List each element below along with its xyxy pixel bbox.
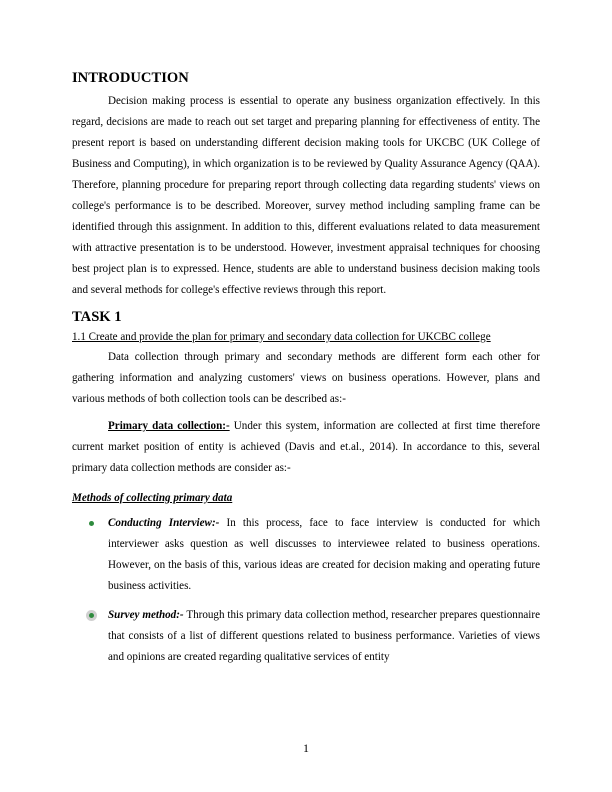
methods-title: Methods of collecting primary data [72,492,233,504]
document-page [72,70,540,676]
introduction-paragraph: Decision making process is essential to operate any business organization effectively. In this regard, decisions are made to reach out set target and preparing planning for effectiveness of entity. The present report is based on understanding different decision making tools for UKCBC (UK College of Business and Computing), in which organization is to be reviewed by Quality Assurance Agency (QAA). Therefore, planning procedure for preparing report through collecting data regarding students' views on college's performance is to be described. Moreover, survey method including sampling frame can be identified through this assignment. In addition to this, different evaluations related to data measurement with attractive presentation is to be understood. However, investment appraisal techniques for choosing best project plan is to expressed. Hence, students are able to understand business decision making tools and several methods for college's effective reviews through this report. [72,95,540,296]
method-lead: Survey method:- [108,609,184,621]
task1-heading: TASK 1 [72,309,122,325]
bullet-icon [89,613,94,618]
method-lead: Conducting Interview:- [108,517,220,529]
list-item [72,605,540,668]
method-text: Through this primary data collection method, researcher prepares questionnaire that consists of a list of different questions related to business performance. Varieties of views and opinions are created regarding qualitative services of entity [108,609,540,663]
bullet-icon [89,521,94,526]
methods-list [72,513,540,668]
list-item-text [108,513,540,597]
task1-paragraph: Data collection through primary and secondary methods are different form each other for gathering information and analyzing customers' views on business operations. However, plans and various methods of both collection tools can be described as:- [72,351,540,405]
page-number: 1 [303,741,309,755]
primary-data-paragraph [72,416,540,479]
method-text: In this process, face to face interview is conducted for which interviewer asks question as well discusses to interviewee related to business operations. However, on the basis of this, various ideas are created for decision making and operating future business activities. [108,517,540,592]
primary-data-text: Under this system, information are collected at first time therefore current market position of entity is achieved (Davis and et.al., 2014). In accordance to this, several primary data collection methods are consider as:- [72,420,540,474]
introduction-heading: INTRODUCTION [72,70,189,86]
task1-subheading: 1.1 Create and provide the plan for primary and secondary data collection for UKCBC college [72,331,491,343]
list-item-text [108,605,540,668]
list-item [72,513,540,597]
primary-data-label: Primary data collection:- [108,420,230,432]
